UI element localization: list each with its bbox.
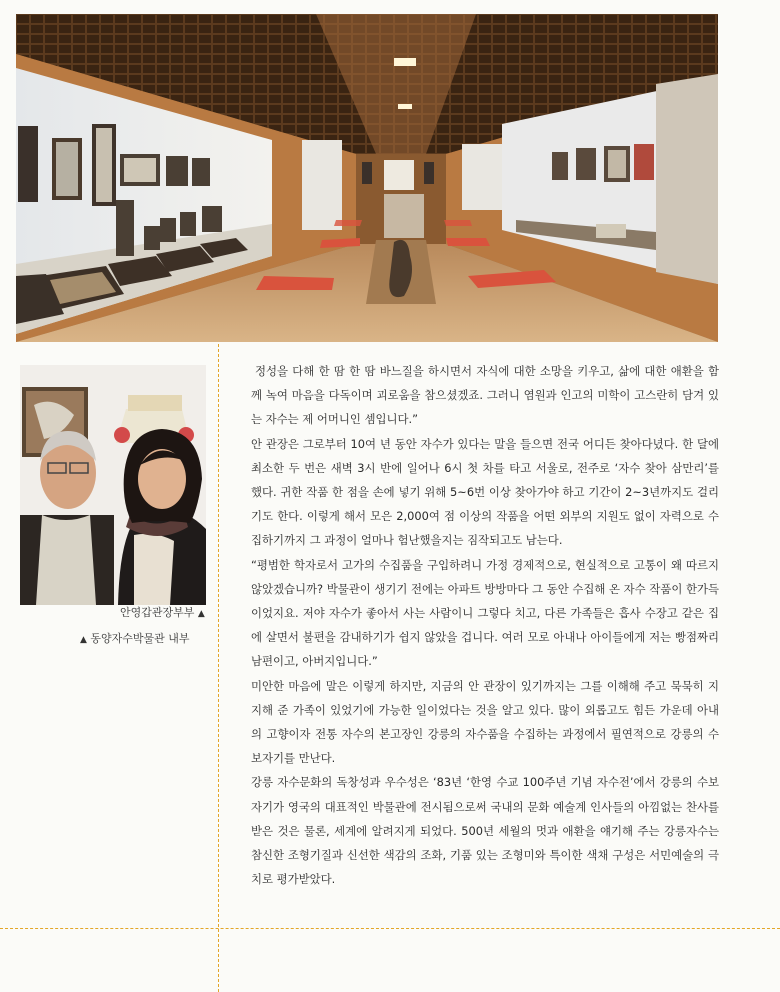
museum-caption-text: 동양자수박물관 내부 bbox=[90, 632, 190, 645]
horizontal-divider bbox=[0, 928, 780, 929]
museum-caption bbox=[80, 632, 190, 647]
paragraph: 미안한 마음에 말은 이렇게 하지만, 지금의 안 관장이 있기까지는 그를 이해해 주고 묵묵히 지지해 준 가족이 있었기에 가능한 일이었다는 것을 알고 있다. 많이 외롭고도 힘든 가운데 아내의 고향이자 전통 자수의 본고장인 강릉의 자수품을 수집하는 과정에서 필연적으로 강릉의 수 보자기를 만난다. bbox=[251, 678, 719, 766]
article-body bbox=[251, 359, 719, 891]
paragraph: “평범한 학자로서 고가의 수집품을 구입하려니 가정 경제적으로, 현실적으로 고통이 왜 따르지 않았겠습니까? 박물관이 생기기 전에는 아파트 방방마다 그 동안 수집해 온 자수 작품이 한가득이었지요. 저야 자수가 좋아서 사는 사람이니 그렇다 치고, 다른 가족들은 흡사 수장고 같은 집에 살면서 불편을 감내하기가 쉽지 않았을 겁니다. 여러 모로 아내나 아이들에게 저는 빵점짜리 남편이고, 아버지입니다.” bbox=[251, 557, 719, 669]
exhibition-hall-photo bbox=[16, 14, 718, 342]
paragraph: 강릉 자수문화의 독창성과 우수성은 ‘83년 ‘한영 수교 100주년 기념 자수전’에서 강릉의 수보자기가 영국의 대표적인 박물관에 전시됨으로써 국내의 문화 예술계 인사들의 아낌없는 찬사를 받은 것은 물론, 세계에 알려지게 되었다. 500년 세월의 멋과 애환을 얘기해 주는 강릉자수는 참신한 조형기질과 신선한 색감의 조화, 기품 있는 조형미와 특이한 색채 구성은 서민예술의 극치로 평가받았다. bbox=[251, 775, 719, 887]
triangle-up-icon: ▲ bbox=[197, 609, 205, 619]
portrait-caption-text: 안영갑관장부부 bbox=[120, 606, 195, 619]
vertical-divider bbox=[218, 344, 219, 992]
paragraph: 안 관장은 그로부터 10여 년 동안 자수가 있다는 말을 들으면 전국 어디든 찾아다녔다. 한 달에 최소한 두 번은 새벽 3시 반에 일어나 6시 첫 차를 타고 서울로, 전주로 ‘자수 찾아 삼만리’를 했다. 귀한 작품 한 점을 손에 넣기 위해 5~6번 이상 찾아가야 하고 기간이 2~3년까지도 걸리기도 한다. 이렇게 해서 모은 2,000여 점 이상의 작품을 어떤 외부의 지원도 없이 자력으로 수집하기까지 그 과정이 얼마나 험난했을지는 짐작되고도 남는다. bbox=[251, 436, 719, 548]
paragraph: 정성을 다해 한 땀 한 땀 바느질을 하시면서 자식에 대한 소망을 키우고, 삶에 대한 애환을 함께 녹여 마음을 다독이며 괴로움을 참으셨겠죠. 그러니 염원과 인고의 미학이 고스란히 담겨 있는 자수는 제 어머니인 셈입니다.” bbox=[251, 364, 719, 427]
triangle-up-icon: ▲ bbox=[80, 635, 87, 645]
portrait-caption bbox=[120, 606, 205, 621]
couple-portrait-photo bbox=[20, 365, 206, 605]
